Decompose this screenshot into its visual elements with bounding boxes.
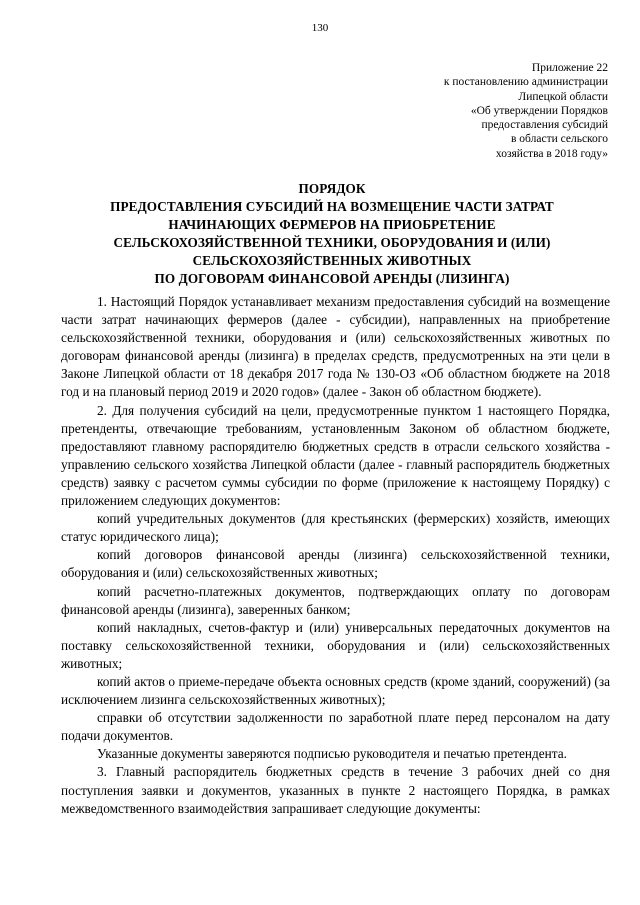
title-line: ПО ДОГОВОРАМ ФИНАНСОВОЙ АРЕНДЫ (ЛИЗИНГА) <box>154 271 510 286</box>
paragraph-1: 1. Настоящий Порядок устанавливает механизм предоставления субсидий на возмещение части затрат начинающих фермеров (далее - субсидии), направленных на приобретение сельскохозяйственной техники, оборудования и (или) сельскохозяйственных животных по договорам финансовой аренды (лизинга) в пределах средств, предусмотренных на эти цели в Законе Липецкой области от 18 декабря 2017 года № 130-ОЗ «Об областном бюджете на 2018 год и на плановый период 2019 и 2020 годов» (далее - Закон об областном бюджете). <box>61 294 610 400</box>
page-number: 130 <box>311 22 329 34</box>
appendix-line: Липецкой области <box>518 90 608 103</box>
title-line: СЕЛЬСКОХОЗЯЙСТВЕННЫХ ЖИВОТНЫХ <box>192 253 472 268</box>
title-line: ПРЕДОСТАВЛЕНИЯ СУБСИДИЙ НА ВОЗМЕЩЕНИЕ ЧАСТИ ЗАТРАТ <box>110 199 554 214</box>
list-item: копий учредительных документов (для крестьянских (фермерских) хозяйств, имеющих статус юридического лица); <box>61 511 610 545</box>
appendix-line: Приложение 22 <box>531 62 608 74</box>
appendix-header <box>308 61 608 161</box>
title-line: НАЧИНАЮЩИХ ФЕРМЕРОВ НА ПРИОБРЕТЕНИЕ <box>168 217 496 232</box>
paragraph-3: 3. Главный распорядитель бюджетных средств в течение 3 рабочих дней со дня поступления заявки и документов, указанных в пункте 2 настоящего Порядка, в рамках межведомственного взаимодействия запрашивает следующие документы: <box>61 764 610 816</box>
document-body <box>61 293 610 818</box>
appendix-line: к постановлению администрации <box>443 76 608 89</box>
title-line: СЕЛЬСКОХОЗЯЙСТВЕННОЙ ТЕХНИКИ, ОБОРУДОВАНИЯ И (ИЛИ) <box>113 235 551 250</box>
list-item: справки об отсутствии задолженности по заработной плате перед персоналом на дату подачи документов. <box>61 710 610 744</box>
list-item: копий договоров финансовой аренды (лизинга) сельскохозяйственной техники, оборудования и (или) сельскохозяйственных животных; <box>61 547 610 581</box>
appendix-line: «Об утверждении Порядков <box>470 104 608 117</box>
document-title <box>62 180 602 288</box>
list-item: копий накладных, счетов-фактур и (или) универсальных передаточных документов на поставку сельскохозяйственной техники, оборудования и (или) сельскохозяйственных животных; <box>61 619 610 671</box>
list-item: копий расчетно-платежных документов, подтверждающих оплату по договорам финансовой аренды (лизинга), заверенных банком; <box>61 583 610 617</box>
list-item: копий актов о приеме-передаче объекта основных средств (кроме зданий, сооружений) (за исключением лизинга сельскохозяйственных животных); <box>61 673 610 708</box>
appendix-line: хозяйства в 2018 году» <box>495 147 608 160</box>
appendix-line: в области сельского <box>511 133 608 146</box>
paragraph-2: 2. Для получения субсидий на цели, предусмотренные пунктом 1 настоящего Порядка, претенденты, отвечающие требованиям, установленным Законом об областном бюджете, предоставляют главному распорядителю бюджетных средств в отрасли сельского хозяйства - управлению сельского хозяйства Липецкой области (далее - главный распорядитель бюджетных средств) заявку с расчетом суммы субсидии по форме (приложение к настоящему Порядку) с приложением следующих документов: <box>61 402 610 509</box>
title-line: ПОРЯДОК <box>298 181 366 196</box>
certification-note: Указанные документы заверяются подписью руководителя и печатью претендента. <box>97 746 567 762</box>
appendix-line: предоставления субсидий <box>481 119 608 132</box>
